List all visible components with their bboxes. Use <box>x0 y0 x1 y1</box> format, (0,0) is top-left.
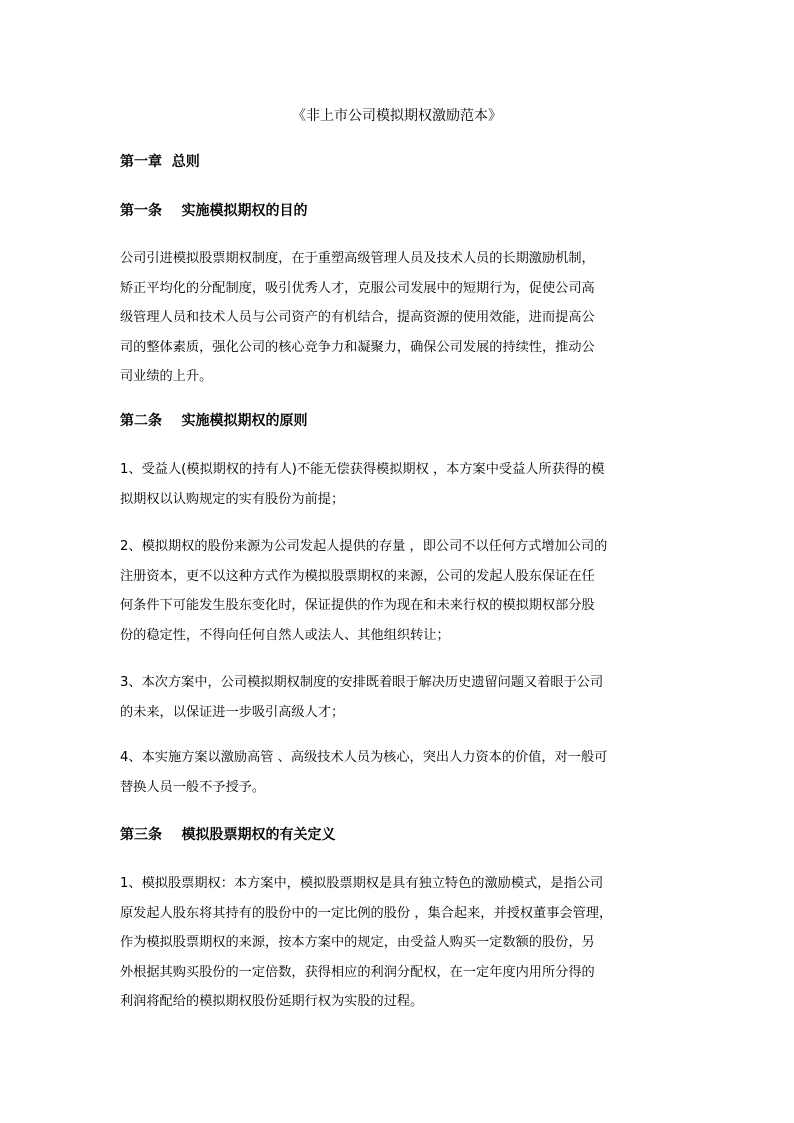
article-2-item-2 <box>120 532 680 650</box>
paragraph-line: 替换人员一般不予授予。 <box>120 779 266 795</box>
paragraph-line: 级管理人员和技术人员与公司资产的有机结合，提高资源的使用效能，进而提高公 <box>120 310 595 325</box>
paragraph-line: 3、本次方案中，公司模拟期权制度的安排既着眼于解决历史遗留问题又着眼于公司 <box>120 675 604 690</box>
paragraph-line: 4、本实施方案以激励高管 、高级技术人员为核心，突出人力资本的价值，对一般可 <box>120 750 608 765</box>
paragraph-line: 2、模拟期权的股份来源为公司发起人提供的存量 ，即公司不以任何方式增加公司的 <box>120 539 608 554</box>
paragraph-line: 何条件下可能发生股东变化时，保证提供的作为现在和未来行权的模拟期权部分股 <box>120 598 595 613</box>
paragraph-line: 公司引进模拟股票期权制度，在于重塑高级管理人员及技术人员的长期激励机制， <box>120 251 595 266</box>
paragraph-line: 矫正平均化的分配制度，吸引优秀人才，克服公司发展中的短期行为，促使公司高 <box>120 280 595 296</box>
article-3-item-1 <box>120 869 680 1017</box>
paragraph-line: 的未来，以保证进一步吸引高级人才； <box>120 704 345 720</box>
paragraph-line: 司的整体素质，强化公司的核心竞争力和凝聚力，确保公司发展的持续性，推动公 <box>120 339 595 355</box>
paragraph-line: 外根据其购买股份的一定倍数，获得相应的利润分配权，在一定年度内用所分得的 <box>120 964 595 980</box>
paragraph-line: 原发起人股东将其持有的股份中的一定比例的股份 ，集合起来，并授权董事会管理， <box>120 905 613 921</box>
article-2-heading: 第二条 实施模拟期权的原则 <box>120 413 308 429</box>
article-1-paragraph <box>120 244 680 392</box>
article-2-item-1 <box>120 455 680 514</box>
paragraph-line: 拟期权以认购规定的实有股份为前提； <box>120 491 345 507</box>
article-2-item-4 <box>120 743 680 802</box>
article-3-heading: 第三条 模拟股票期权的有关定义 <box>120 827 336 843</box>
paragraph-line: 份的稳定性，不得向任何自然人或法人、其他组织转让； <box>120 627 450 643</box>
article-2-item-3 <box>120 668 680 727</box>
paragraph-line: 1、模拟股票期权：本方案中，模拟股票期权是具有独立特色的激励模式，是指公司 <box>120 876 604 891</box>
article-1-heading: 第一条 实施模拟期权的目的 <box>120 203 308 219</box>
document-title: 《非上市公司模拟期权激励范本》 <box>292 108 502 124</box>
paragraph-line: 司业绩的上升。 <box>120 369 213 384</box>
paragraph-line: 注册资本，更不以这种方式作为模拟股票期权的来源，公司的发起人股东保证在任 <box>120 568 595 584</box>
paragraph-line: 1、受益人(模拟期权的持有人)不能无偿获得模拟期权 ，本方案中受益人所获得的模 <box>120 462 605 477</box>
paragraph-line: 利润将配给的模拟期权股份延期行权为实股的过程。 <box>120 994 424 1009</box>
chapter-heading: 第一章 总则 <box>120 154 200 170</box>
paragraph-line: 作为模拟股票期权的来源，按本方案中的规定，由受益人购买一定数额的股份，另 <box>120 935 595 950</box>
